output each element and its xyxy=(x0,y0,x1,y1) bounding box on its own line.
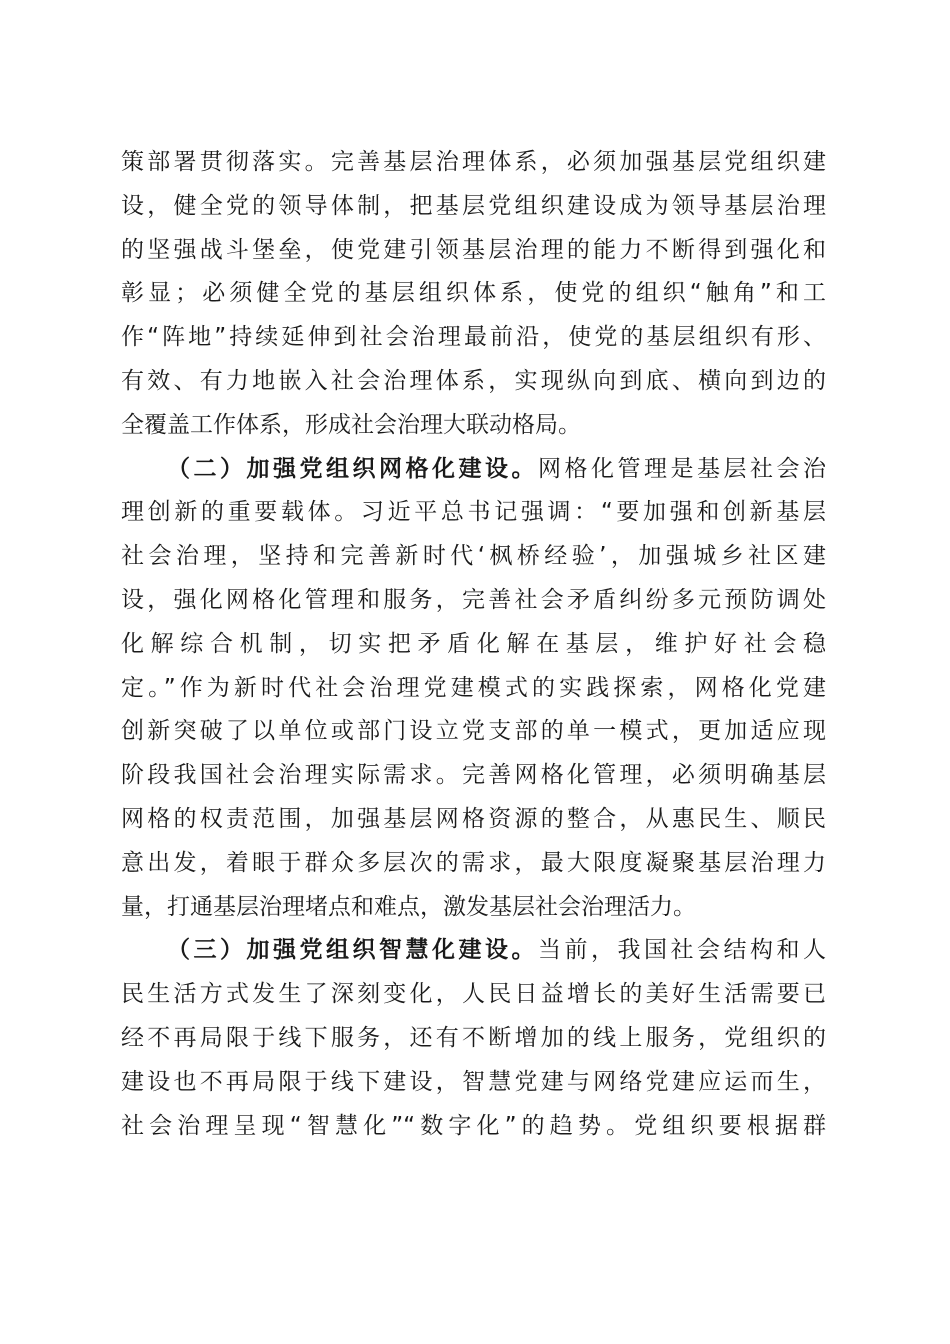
text-line: 设，强化网格化管理和服务，完善社会矛盾纠纷多元预防调处 xyxy=(121,586,826,613)
text-line: 全覆盖工作体系，形成社会治理大联动格局。 xyxy=(121,411,581,438)
text-line: 化解综合机制，切实把矛盾化解在基层，维护好社会稳 xyxy=(121,630,826,657)
paragraph-first-line xyxy=(121,448,826,492)
text-line: 民生活方式发生了深刻变化，人民日益增长的美好生活需要已 xyxy=(121,981,826,1008)
text-line: 创新突破了以单位或部门设立党支部的单一模式，更加适应现 xyxy=(121,718,826,745)
paragraph-3 xyxy=(121,929,826,1148)
text-line: 设，健全党的领导体制，把基层党组织建设成为领导基层治理 xyxy=(121,192,826,219)
document-body xyxy=(121,141,826,1148)
text-line: 的坚强战斗堡垒，使党建引领基层治理的能力不断得到强化和 xyxy=(121,236,826,263)
section-heading: （二）加强党组织网格化建设。 xyxy=(167,455,538,482)
text-line: 社会治理呈现“智慧化”“数字化”的趋势。党组织要根据群 xyxy=(121,1112,826,1139)
text-span: 当前，我国社会结构和人 xyxy=(538,937,826,964)
text-line: 作“阵地”持续延伸到社会治理最前沿，使党的基层组织有形、 xyxy=(121,324,826,351)
text-line: 社会治理，坚持和完善新时代‘枫桥经验’，加强城乡社区建 xyxy=(121,543,826,570)
text-line: 经不再局限于线下服务，还有不断增加的线上服务，党组织的 xyxy=(121,1024,826,1051)
text-line: 意出发，着眼于群众多层次的需求，最大限度凝聚基层治理力 xyxy=(121,849,826,876)
text-span: 网格化管理是基层社会治 xyxy=(538,455,826,482)
text-line: 理创新的重要载体。习近平总书记强调：“要加强和创新基层 xyxy=(121,499,826,526)
text-line: 定。”作为新时代社会治理党建模式的实践探索，网格化党建 xyxy=(121,674,826,701)
text-line: 策部署贯彻落实。完善基层治理体系，必须加强基层党组织建 xyxy=(121,149,826,175)
text-line: 彰显；必须健全党的基层组织体系，使党的组织“触角”和工 xyxy=(121,280,826,307)
paragraph-1 xyxy=(121,141,826,448)
paragraph-first-line xyxy=(121,929,826,973)
text-line: 网格的权责范围，加强基层网格资源的整合，从惠民生、顺民 xyxy=(121,805,826,832)
text-line: 建设也不再局限于线下建设，智慧党建与网络党建应运而生， xyxy=(121,1068,826,1095)
text-line: 阶段我国社会治理实际需求。完善网格化管理，必须明确基层 xyxy=(121,762,826,789)
paragraph-2 xyxy=(121,448,826,930)
text-line: 有效、有力地嵌入社会治理体系，实现纵向到底、横向到边的 xyxy=(121,367,826,394)
text-line: 量，打通基层治理堵点和难点，激发基层社会治理活力。 xyxy=(121,893,696,920)
section-heading: （三）加强党组织智慧化建设。 xyxy=(167,937,538,964)
